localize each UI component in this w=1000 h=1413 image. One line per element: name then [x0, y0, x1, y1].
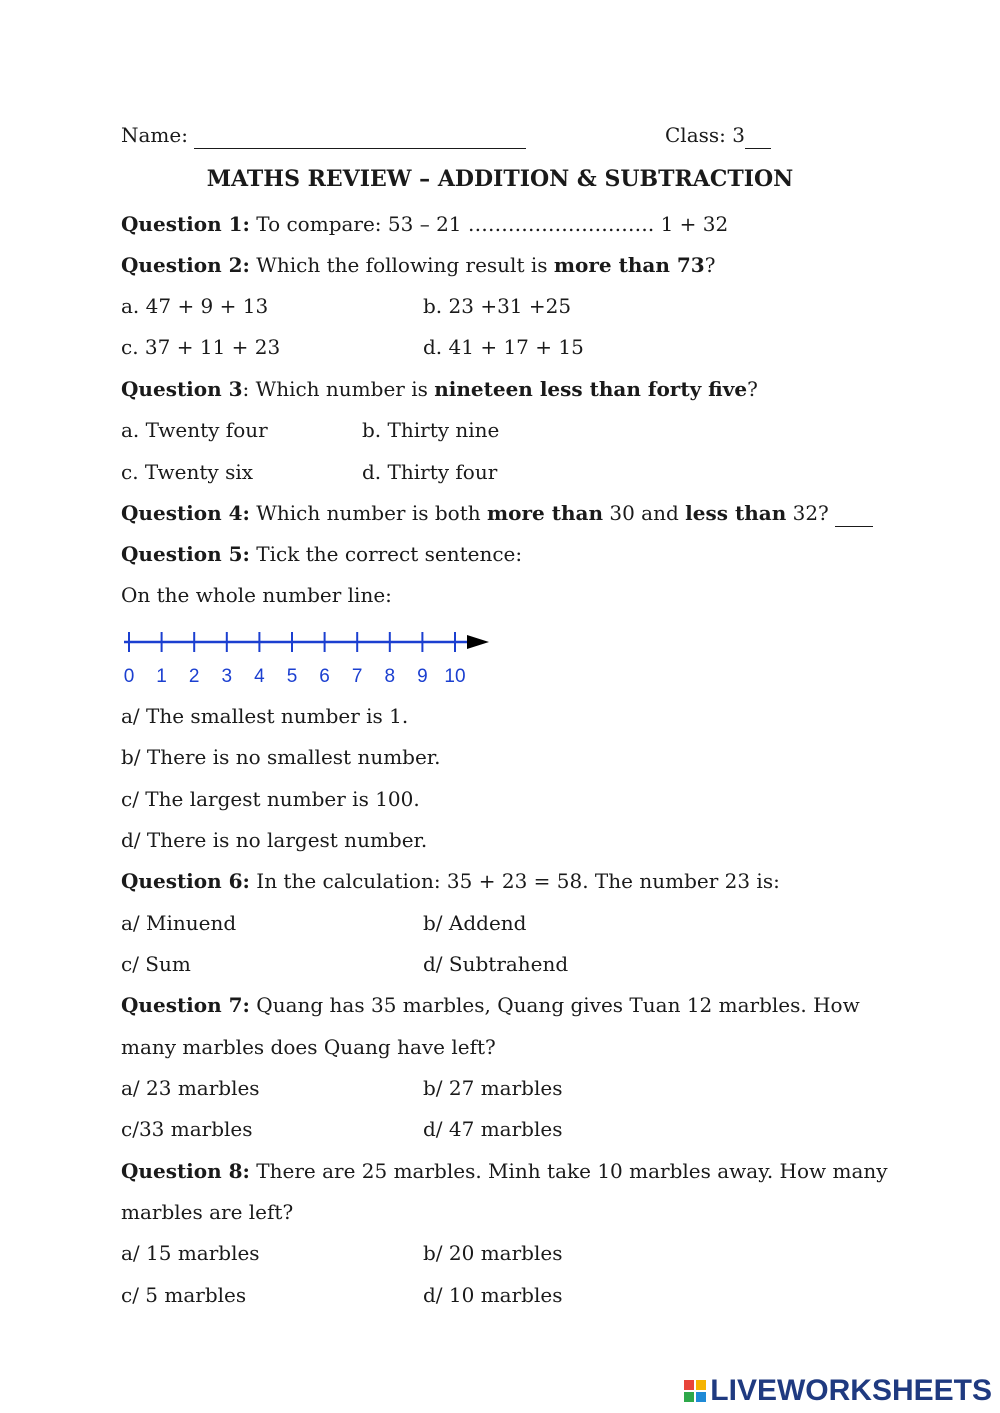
question-3-option-b[interactable]: b. Thirty nine	[362, 418, 500, 442]
number-line	[118, 622, 508, 688]
name-blank[interactable]	[194, 122, 526, 149]
question-5-option-a[interactable]: a/ The smallest number is 1.	[121, 704, 409, 728]
question-7-option-c[interactable]: c/33 marbles	[121, 1117, 253, 1141]
question-7-option-a[interactable]: a/ 23 marbles	[121, 1076, 260, 1100]
question-8-text-line2: marbles are left?	[121, 1200, 294, 1224]
name-label: Name:	[121, 123, 188, 147]
question-7-option-b[interactable]: b/ 27 marbles	[423, 1076, 563, 1100]
question-4-bold-a: more than	[487, 501, 604, 525]
question-4-bold-b: less than	[685, 501, 787, 525]
question-5-option-d[interactable]: d/ There is no largest number.	[121, 828, 428, 852]
number-line-label-3: 3	[221, 666, 233, 687]
question-6-option-d[interactable]: d/ Subtrahend	[423, 952, 569, 976]
question-1	[121, 211, 728, 237]
question-2-text-a: Which the following result is	[249, 253, 554, 277]
question-4-text-a: Which number is both	[249, 501, 487, 525]
question-1-text: To compare: 53 – 21 ………………………. 1 + 32	[249, 212, 729, 236]
number-line-label-8: 8	[384, 666, 396, 687]
question-3-text-a: : Which number is	[242, 377, 435, 401]
number-line-label-10: 10	[444, 666, 466, 687]
name-row	[121, 122, 526, 149]
question-8-text-line1: There are 25 marbles. Minh take 10 marbles away. How many	[249, 1159, 888, 1183]
class-label: Class: 3	[665, 123, 745, 147]
question-3-label: Question 3	[121, 377, 243, 401]
question-3-option-a[interactable]: a. Twenty four	[121, 418, 268, 442]
class-blank[interactable]	[745, 122, 771, 149]
question-2-option-b[interactable]: b. 23 +31 +25	[423, 294, 572, 318]
question-8-option-b[interactable]: b/ 20 marbles	[423, 1241, 563, 1265]
number-line-label-5: 5	[286, 666, 298, 687]
question-3-option-c[interactable]: c. Twenty six	[121, 460, 254, 484]
class-row	[665, 122, 771, 149]
question-4-text-b: 30 and	[603, 501, 686, 525]
logo-blocks-icon	[684, 1380, 706, 1402]
question-3-bold: nineteen less than forty five	[434, 377, 748, 401]
question-2	[121, 252, 715, 278]
number-line-label-6: 6	[319, 666, 330, 687]
question-8-option-d[interactable]: d/ 10 marbles	[423, 1283, 563, 1307]
question-5-intro: On the whole number line:	[121, 583, 392, 607]
question-6-label: Question 6:	[121, 869, 250, 893]
question-8-label: Question 8:	[121, 1159, 250, 1183]
question-7-label: Question 7:	[121, 993, 250, 1017]
question-5-text: Tick the correct sentence:	[249, 542, 523, 566]
question-2-option-a[interactable]: a. 47 + 9 + 13	[121, 294, 269, 318]
question-4-label: Question 4:	[121, 501, 250, 525]
number-line-label-4: 4	[254, 666, 265, 687]
question-8	[121, 1158, 888, 1184]
liveworksheets-logo	[684, 1374, 992, 1408]
question-6-text: In the calculation: 35 + 23 = 58. The number 23 is:	[249, 869, 780, 893]
number-line-label-9: 9	[417, 666, 428, 687]
question-4-answer-blank[interactable]	[835, 500, 873, 527]
question-5	[121, 541, 522, 567]
question-4	[121, 500, 873, 527]
question-1-label: Question 1:	[121, 212, 250, 236]
question-7	[121, 992, 860, 1018]
question-2-label: Question 2:	[121, 253, 250, 277]
question-6-option-b[interactable]: b/ Addend	[423, 911, 527, 935]
question-4-text-c: 32?	[786, 501, 836, 525]
question-6	[121, 868, 780, 894]
question-3-option-d[interactable]: d. Thirty four	[362, 460, 498, 484]
question-2-text-b: ?	[704, 253, 716, 277]
question-3-text-b: ?	[747, 377, 758, 401]
number-line-label-0: 0	[123, 666, 135, 687]
question-7-text-line2: many marbles does Quang have left?	[121, 1035, 496, 1059]
question-6-option-c[interactable]: c/ Sum	[121, 952, 191, 976]
number-line-label-2: 2	[188, 666, 200, 687]
question-2-option-c[interactable]: c. 37 + 11 + 23	[121, 335, 281, 359]
question-6-option-a[interactable]: a/ Minuend	[121, 911, 237, 935]
question-7-option-d[interactable]: d/ 47 marbles	[423, 1117, 563, 1141]
question-8-option-c[interactable]: c/ 5 marbles	[121, 1283, 247, 1307]
number-line-arrow-icon	[467, 635, 489, 649]
question-5-option-c[interactable]: c/ The largest number is 100.	[121, 787, 420, 811]
number-line-label-1: 1	[156, 666, 167, 687]
page-title: MATHS REVIEW – ADDITION & SUBTRACTION	[206, 166, 794, 192]
question-2-bold: more than 73	[553, 253, 705, 277]
question-2-option-d[interactable]: d. 41 + 17 + 15	[423, 335, 584, 359]
question-8-option-a[interactable]: a/ 15 marbles	[121, 1241, 260, 1265]
number-line-label-7: 7	[351, 666, 363, 687]
question-5-label: Question 5:	[121, 542, 250, 566]
question-7-text-line1: Quang has 35 marbles, Quang gives Tuan 12 marbles. How	[249, 993, 860, 1017]
question-5-option-b[interactable]: b/ There is no smallest number.	[121, 745, 441, 769]
logo-text: LIVEWORKSHEETS	[710, 1374, 992, 1407]
question-3	[121, 376, 758, 402]
